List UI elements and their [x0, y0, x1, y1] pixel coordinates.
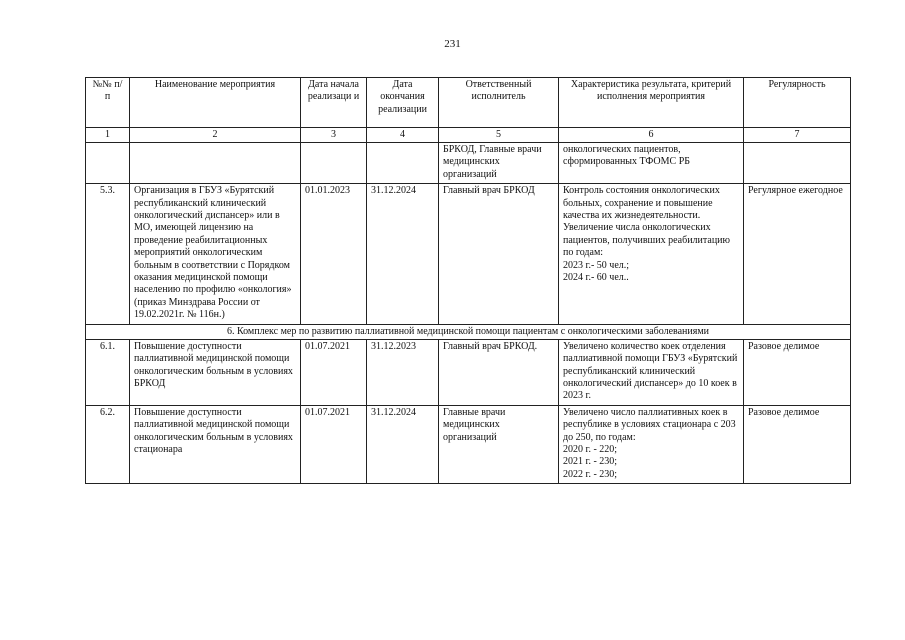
result-line: Контроль состояния онкологических больных, сохранение и повышение качества их жизнедеятельности.: [563, 185, 720, 222]
cell-executor: Главный врач БРКОД: [439, 184, 559, 324]
cell-name: Повышение доступности паллиативной медицинской помощи онкологическим больным в условиях БРКОД: [130, 339, 301, 405]
cell-result: онкологических пациентов, сформированных ТФОМС РБ: [559, 143, 744, 184]
header-name: Наименование мероприятия: [130, 78, 301, 128]
table-row-6-2: [86, 405, 851, 483]
cell-regularity: Разовое делимое: [744, 405, 851, 483]
cell-name: Повышение доступности паллиативной медицинской помощи онкологическим больным в условиях стационара: [130, 405, 301, 483]
cell-number: [86, 143, 130, 184]
cell-executor: БРКОД, Главные врачи медицинских организаций: [439, 143, 559, 184]
table-row-6-1: [86, 339, 851, 405]
cell-end-date: 31.12.2023: [367, 339, 439, 405]
result-line: 2021 г. - 230;: [563, 456, 618, 468]
header-number: №№ п/п: [86, 78, 130, 128]
result-line: 2023 г.- 50 чел.;: [563, 259, 630, 271]
cell-start-date: [301, 143, 367, 184]
cell-end-date: 31.12.2024: [367, 184, 439, 324]
column-number-3: 3: [301, 128, 367, 143]
continuation-row: [86, 143, 851, 184]
section-6-row: [86, 324, 851, 339]
cell-regularity: Регулярное ежегодное: [744, 184, 851, 324]
header-regularity: Регулярность: [744, 78, 851, 128]
cell-number: 6.1.: [86, 339, 130, 405]
header-end-date: Дата окончания реализации: [367, 78, 439, 128]
cell-result: [559, 184, 744, 324]
cell-result: Увеличено количество коек отделения паллиативной помощи ГБУЗ «Бурятский республиканский клинический онкологический диспансер» до 10 коек в 2023 г.: [559, 339, 744, 405]
column-number-6: 6: [559, 128, 744, 143]
cell-executor: Главные врачи медицинских организаций: [439, 405, 559, 483]
cell-start-date: 01.07.2021: [301, 339, 367, 405]
table-row-5-3: [86, 184, 851, 324]
cell-regularity: [744, 143, 851, 184]
cell-end-date: [367, 143, 439, 184]
header-row: [86, 78, 851, 128]
column-number-1: 1: [86, 128, 130, 143]
result-line: 2020 г. - 220;: [563, 443, 618, 455]
header-start-date: Дата начала реализаци и: [301, 78, 367, 128]
cell-number: 5.3.: [86, 184, 130, 324]
result-line: Увеличено число паллиативных коек в республике в условиях стационара с 203 до 250, по годам:: [563, 406, 736, 443]
activities-table: [85, 77, 851, 484]
result-line: 2024 г.- 60 чел..: [563, 272, 629, 284]
section-6-title: 6. Комплекс мер по развитию паллиативной медицинской помощи пациентам с онкологическими заболеваниями: [86, 324, 851, 339]
result-line: 2022 г. - 230;: [563, 468, 618, 480]
cell-executor: Главный врач БРКОД.: [439, 339, 559, 405]
cell-start-date: 01.01.2023: [301, 184, 367, 324]
column-number-2: 2: [130, 128, 301, 143]
column-number-row: [86, 128, 851, 143]
result-line: Увеличение числа онкологических пациентов, получивших реабилитацию по годам:: [563, 222, 730, 259]
cell-start-date: 01.07.2021: [301, 405, 367, 483]
cell-regularity: Разовое делимое: [744, 339, 851, 405]
cell-name: Организация в ГБУЗ «Бурятский республиканский клинический онкологический диспансер» или в МО, имеющей лицензию на проведение реабилитационных мероприятий онкологическим больным в соответствии с Порядком оказания медицинской помощи населению по профилю «онкология» (приказ Минздрава России от 19.02.2021г. № 116н.): [130, 184, 301, 324]
column-number-5: 5: [439, 128, 559, 143]
column-number-4: 4: [367, 128, 439, 143]
cell-result: [559, 405, 744, 483]
header-result: Характеристика результата, критерий исполнения мероприятия: [559, 78, 744, 128]
cell-number: 6.2.: [86, 405, 130, 483]
column-number-7: 7: [744, 128, 851, 143]
header-executor: Ответственный исполнитель: [439, 78, 559, 128]
cell-name: [130, 143, 301, 184]
cell-end-date: 31.12.2024: [367, 405, 439, 483]
page-number: 231: [444, 38, 461, 50]
